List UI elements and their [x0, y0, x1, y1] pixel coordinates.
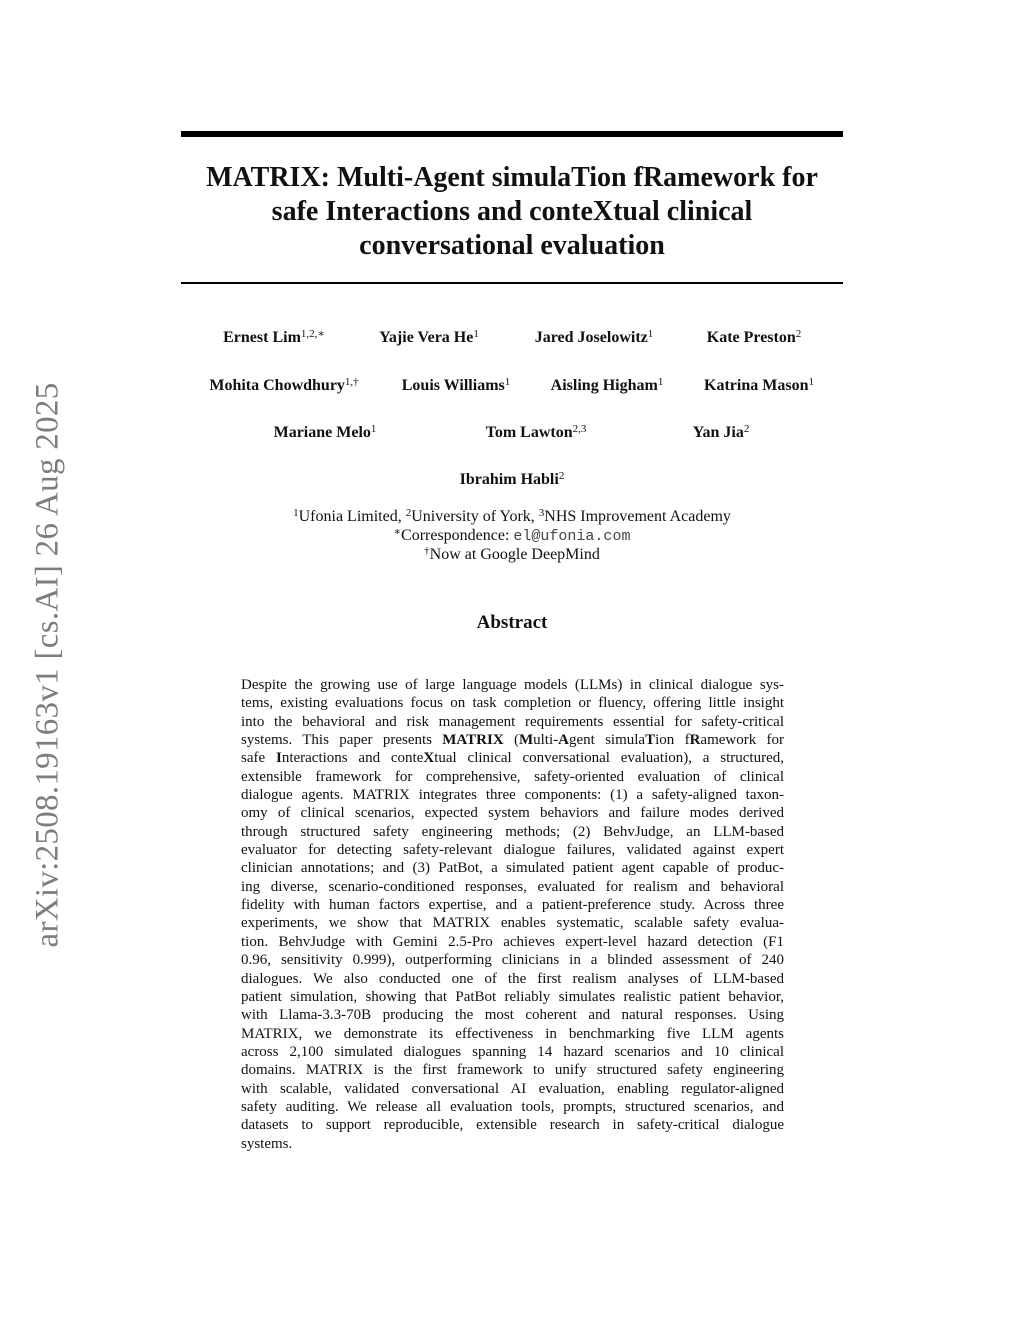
abstract-line: safety auditing. We release all evaluation tools, prompts, structured scenarios, and [241, 1098, 784, 1115]
abstract-line: with scalable, validated conversational AI evaluation, enabling regulator-aligned [241, 1080, 784, 1097]
abstract-line: ing diverse, scenario-conditioned responses, evaluated for realism and behavioral [241, 878, 784, 895]
abstract-body [241, 676, 784, 1153]
title-line: MATRIX: Multi-Agent simulaTion fRamework for [206, 162, 818, 193]
title-top-rule [181, 131, 843, 137]
abstract-line: with Llama-3.3-70B producing the most coherent and natural responses. Using [241, 1007, 784, 1024]
abstract-line: across 2,100 simulated dialogues spanning 14 hazard scenarios and 10 clinical [241, 1043, 784, 1060]
correspondence-email[interactable]: el@ufonia.com [513, 528, 631, 545]
author: Ernest Lim$^{1,2,∗}$ [223, 328, 325, 346]
abstract-line: clinician annotations; and (3) PatBot, a simulated patient agent capable of produc- [241, 860, 784, 877]
abstract-line: tems, existing evaluations focus on task completion or fluency, offering little insight [241, 695, 784, 712]
abstract-line: experiments, we show that MATRIX enables systematic, scalable safety evalua- [241, 915, 784, 932]
abstract-line: datasets to support reproducible, extensible research in safety-critical dialogue [241, 1117, 784, 1134]
abstract-line: omy of clinical scenarios, expected system behaviors and failure modes derived [241, 805, 784, 822]
paper-title [181, 161, 843, 263]
author: Ibrahim Habli$^2$ [459, 470, 565, 488]
correspondence: ∗Correspondence: el@ufonia.com [393, 526, 631, 545]
title-line: safe Interactions and conteXtual clinical [271, 196, 753, 227]
author: Tom Lawton$^{2,3}$ [485, 423, 587, 441]
author: Yajie Vera He$^1$ [379, 328, 479, 346]
abstract-line: into the behavioral and risk management requirements essential for safety-critical [241, 713, 784, 730]
abstract-line: fidelity with human factors expertise, and a patient-preference study. Across three [241, 897, 784, 914]
abstract-line: evaluator for detecting safety-relevant dialogue failures, validated against expert [241, 842, 784, 859]
author: Mohita Chowdhury$^{1,\dagger}$ [209, 376, 359, 394]
author: Louis Williams$^1$ [401, 376, 511, 394]
abstract-line: 0.96, sensitivity 0.999), outperforming clinicians in a blinded assessment of 240 [241, 952, 784, 969]
abstract-line: dialogues. We also conducted one of the first realism analyses of LLM-based [241, 970, 784, 987]
author: Kate Preston$^2$ [706, 328, 802, 346]
abstract-line: systems. This paper presents MATRIX (Multi-Agent simulaTion fRamework for [241, 732, 784, 749]
abstract-line: through structured safety engineering methods; (2) BehvJudge, an LLM-based [241, 823, 784, 840]
abstract-heading: Abstract [476, 612, 548, 633]
abstract-line: extensible framework for comprehensive, safety-oriented evaluation of clinical [241, 768, 784, 785]
abstract-line: safe Interactions and conteXtual clinical conversational evaluation), a structured, [241, 750, 784, 767]
title-line: conversational evaluation [359, 230, 665, 261]
affiliations: $^1$Ufonia Limited, $^2$University of York, $^3$NHS Improvement Academy [293, 507, 731, 525]
author: Aisling Higham$^1$ [550, 376, 664, 394]
abstract-line: MATRIX, we demonstrate its effectiveness in benchmarking five LLM agents [241, 1025, 784, 1042]
author: Jared Joselowitz$^1$ [534, 328, 654, 346]
abstract-line: systems. [241, 1135, 293, 1152]
affiliation-note: †Now at Google DeepMind [424, 545, 600, 563]
abstract-line: dialogue agents. MATRIX integrates three components: (1) a safety-aligned taxon- [241, 787, 784, 804]
abstract-line: patient simulation, showing that PatBot reliably simulates realistic patient behavior, [241, 988, 784, 1005]
abstract-line: domains. MATRIX is the first framework to unify structured safety engineering [241, 1062, 784, 1079]
author: Yan Jia$^2$ [692, 423, 750, 441]
abstract-line: Despite the growing use of large language models (LLMs) in clinical dialogue sys- [241, 677, 784, 693]
title-bottom-rule [181, 282, 843, 284]
author: Mariane Melo$^1$ [273, 423, 377, 441]
abstract-line: tion. BehvJudge with Gemini 2.5-Pro achieves expert-level hazard detection (F1 [241, 933, 784, 950]
arxiv-identifier: arXiv:2508.19163v1 [cs.AI] 26 Aug 2025 [29, 382, 66, 948]
author: Katrina Mason$^1$ [704, 376, 814, 394]
